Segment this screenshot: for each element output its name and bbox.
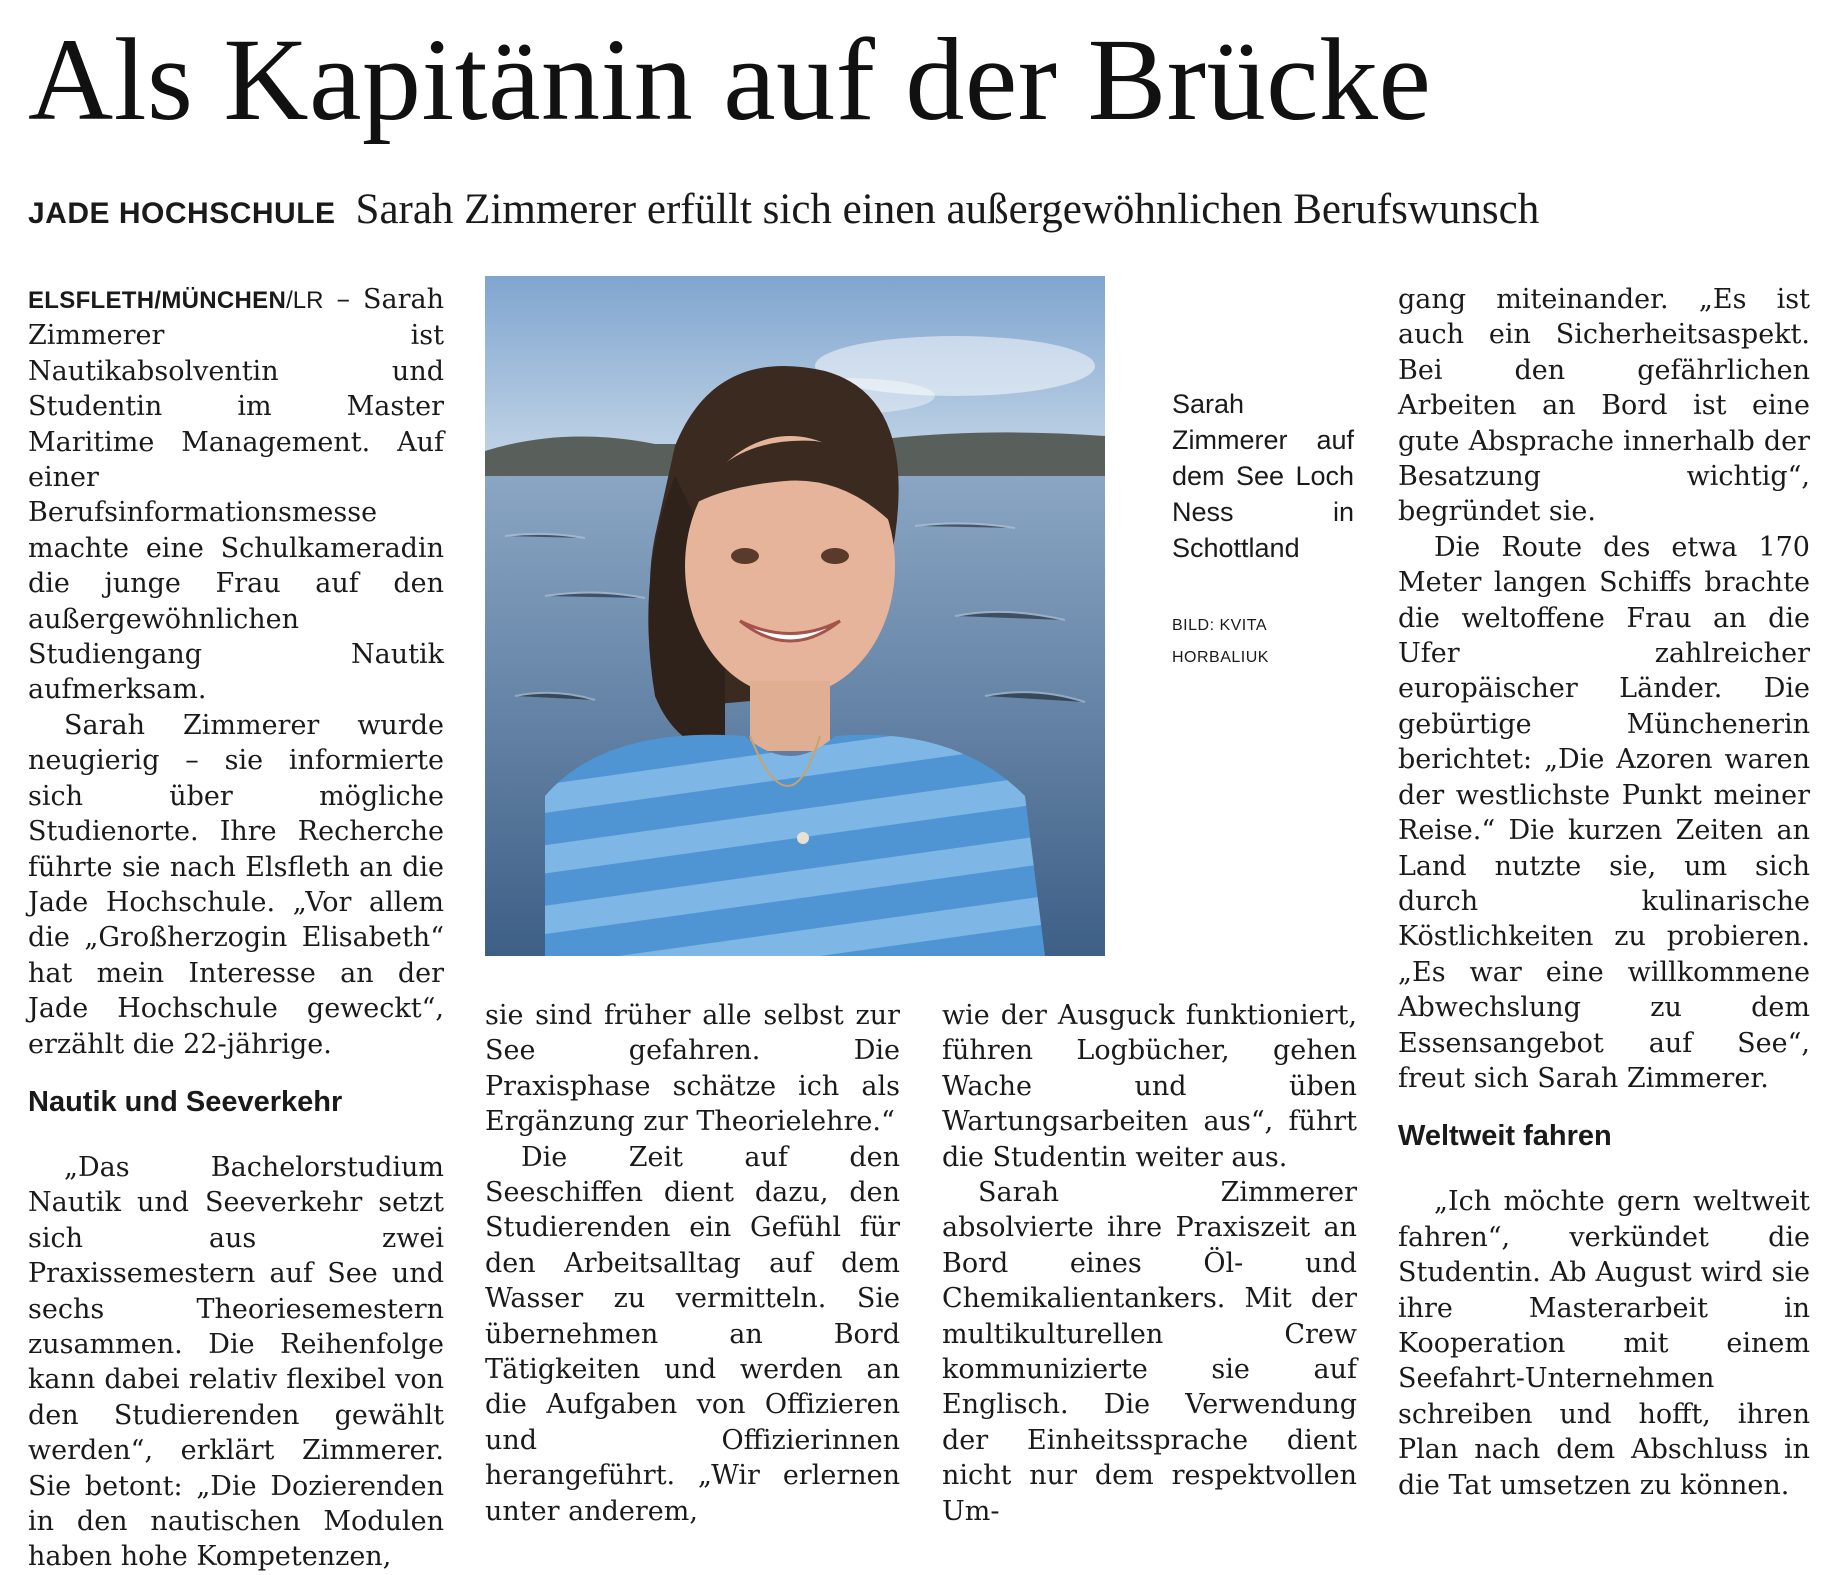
paragraph: Sarah Zimmerer wurde neugierig – sie informierte sich über mögliche Studienorte. Ihre Recherche führte sie nach Elsfleth an die Jade Hochschule. „Vor allem die „Großherzogin Elisabeth“ hat mein Interesse an der Jade Hochschule geweckt“, erzählt die 22-jährige.: [28, 709, 444, 1060]
paragraph: Die Zeit auf den Seeschiffen dient dazu, den Studierenden ein Gefühl für den Arbeitsalltag auf dem Wasser zu vermitteln. Sie übernehmen an Bord Tätigkeiten und werden an die Aufgaben von Offizieren und Offizierinnen herangeführt. „Wir erlernen unter anderem,: [485, 1141, 900, 1527]
dateline: ELSFLETH/MÜNCHEN: [28, 287, 287, 314]
portrait-photo: [485, 276, 1105, 956]
paragraph: wie der Ausguck funktioniert, führen Logbücher, gehen Wache und üben Wartungsarbeiten aus“, führt die Studentin weiter aus.: [942, 1000, 1357, 1173]
subheadline: Sarah Zimmerer erfüllt sich einen außergewöhnlichen Berufswunsch: [355, 186, 1540, 233]
paragraph: „Ich möchte gern weltweit fahren“, verkündet die Studentin. Ab August wird sie ihre Masterarbeit in Kooperation mit einem Seefahrt-Unternehmen schreiben und hofft, ihren Plan nach dem Abschluss in die Tat umsetzen zu können.: [1398, 1186, 1810, 1501]
paragraph: Sarah Zimmerer absolvierte ihre Praxiszeit an Bord eines Öl- und Chemikalientankers. Mit der multikulturellen Crew kommunizierte sie auf Englisch. Die Verwendung der Einheitssprache dient nicht nur dem respektvollen Um-: [942, 1177, 1357, 1527]
photo-credit: BILD: KVITA HORBALIUK: [1172, 617, 1269, 666]
photo-caption: Sarah Zimmerer auf dem See Loch Ness in Schottland: [1172, 389, 1354, 563]
subheading-nautik: Nautik und Seeverkehr: [28, 1085, 343, 1118]
agency-tag: /LR: [286, 287, 324, 314]
paragraph-text: – Sarah Zimmerer ist Nautikabsolventin und Studentin im Master Maritime Management. Auf einer Berufsinformationsmesse machte eine Schulkameradin die junge Frau auf den außergewöhnlichen Studiengang Nautik aufmerksam.: [28, 284, 444, 706]
article-column-2: [485, 998, 900, 1529]
headline: Als Kapitänin auf der Brücke: [28, 14, 1432, 145]
paragraph: [28, 282, 444, 708]
photo-illustration: [485, 276, 1105, 956]
article-column-1: [28, 282, 444, 1575]
subheading-weltweit: Weltweit fahren: [1398, 1120, 1612, 1153]
subheadline-row: [28, 182, 1818, 242]
article-column-4: [1398, 282, 1810, 1503]
article-column-3: [942, 998, 1357, 1529]
paragraph: sie sind früher alle selbst zur See gefahren. Die Praxisphase schätze ich als Ergänzung zur Theorielehre.“: [485, 1000, 900, 1138]
paragraph: gang miteinander. „Es ist auch ein Sicherheitsaspekt. Bei den gefährlichen Arbeiten an Bord ist eine gute Absprache innerhalb der Besatzung wichtig“, begründet sie.: [1398, 284, 1810, 528]
striped-shirt: [545, 735, 1045, 956]
paragraph: „Das Bachelorstudium Nautik und Seeverkehr setzt sich aus zwei Praxissemestern auf See und sechs Theoriesemestern zusammen. Die Reihenfolge kann dabei relativ flexibel von den Studierenden gewählt werden“, erklärt Zimmerer. Sie betont: „Die Dozierenden in den nautischen Modulen haben hohe Kompetenzen,: [28, 1151, 444, 1573]
paragraph: Die Route des etwa 170 Meter langen Schiffs brachte die weltoffene Frau an die Ufer zahlreicher europäischer Länder. Die gebürtige Münchenerin berichtet: „Die Azoren waren der westlichste Punkt meiner Reise.“ Die kurzen Zeiten an Land nutzte sie, um sich durch kulinarische Köstlichkeiten zu probieren. „Es war eine willkommene Abwechslung zu dem Essensangebot auf See“, freut sich Sarah Zimmerer.: [1398, 531, 1810, 1094]
kicker: JADE HOCHSCHULE: [28, 197, 336, 230]
